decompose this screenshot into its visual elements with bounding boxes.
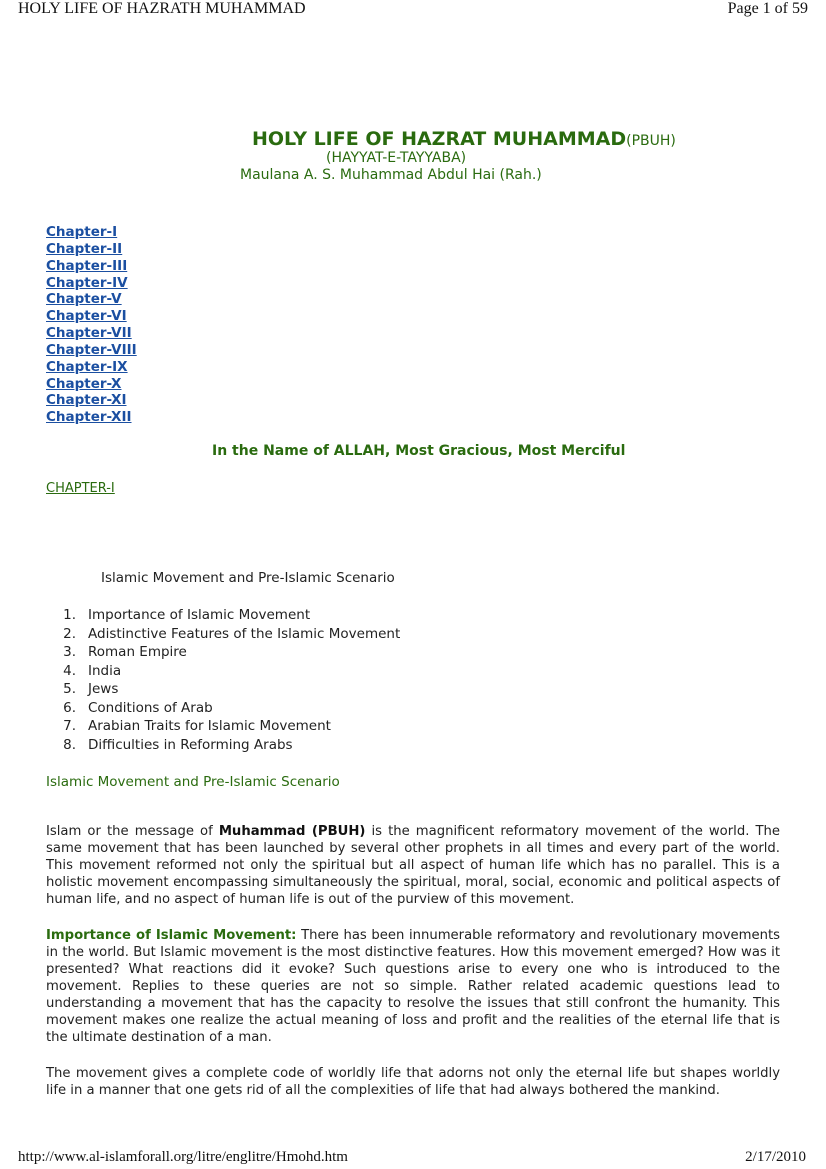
chapter-link-11[interactable]: Chapter-XI — [46, 392, 127, 409]
list-item-text: Conditions of Arab — [88, 699, 213, 716]
chapter-link-7[interactable]: Chapter-VII — [46, 325, 132, 342]
title-author: Maulana A. S. Muhammad Abdul Hai (Rah.) — [240, 167, 542, 183]
chapter-link-9[interactable]: Chapter-IX — [46, 358, 128, 375]
running-header-title: HOLY LIFE OF HAZRATH MUHAMMAD — [18, 0, 306, 17]
list-number: 2. — [63, 625, 76, 642]
section-caption: Islamic Movement and Pre-Islamic Scenario — [101, 570, 395, 586]
chapter-anchor-link[interactable]: CHAPTER-I — [46, 481, 115, 496]
list-item — [50, 644, 400, 663]
list-item-text: Difficulties in Reforming Arabs — [88, 736, 293, 753]
list-item-text: Adistinctive Features of the Islamic Movement — [88, 625, 401, 642]
chapter-link-4[interactable]: Chapter-IV — [46, 274, 128, 291]
paragraph-text: There has been innumerable reformatory and revolutionary movements in the world. But Islamic movement is the most distinctive features. How this movement emerged? How was it presented? What reactions did it evoke? Such questions arise to every one who is introduced to the movement. Replies to these queries are not so simple. Rather related academic questions lead to understanding a movement that has the capacity to resolve the issues that still confront the humanity. This movement makes one realize the actual meaning of loss and profit and the realities of the eternal life that is the ultimate destination of a man. — [46, 928, 780, 1045]
title-subtitle: (HAYYAT-E-TAYYABA) — [326, 150, 467, 166]
chapter-index — [46, 221, 137, 426]
chapter-link-12[interactable]: Chapter-XII — [46, 409, 132, 426]
list-number: 7. — [63, 718, 76, 734]
chapter-link-1[interactable]: Chapter-I — [46, 224, 118, 240]
page-title — [252, 128, 676, 150]
list-number: 6. — [63, 699, 76, 716]
list-item — [50, 681, 400, 700]
chapter-link-3[interactable]: Chapter-III — [46, 257, 128, 274]
list-item-text: Arabian Traits for Islamic Movement — [88, 718, 331, 734]
title-main: HOLY LIFE OF HAZRAT MUHAMMAD — [252, 128, 627, 150]
list-item-text: Importance of Islamic Movement — [88, 607, 311, 623]
list-item — [50, 718, 400, 737]
list-item — [50, 700, 400, 719]
list-item — [50, 737, 400, 756]
paragraph-emphasis: Muhammad (PBUH) — [218, 824, 366, 840]
section-heading: Islamic Movement and Pre-Islamic Scenario — [46, 774, 340, 790]
print-date: 2/17/2010 — [745, 1149, 806, 1165]
title-pbuh: (PBUH) — [626, 133, 676, 149]
list-number: 4. — [63, 662, 76, 679]
chapter-link-5[interactable]: Chapter-V — [46, 291, 122, 308]
list-item — [50, 607, 400, 626]
paragraph-text: is the magnificent reformatory movement of the world. The same movement that has been launched by several other prophets in all times and every part of the world. This movement reformed not only the spiritual but all aspect of human life which has no parallel. This is a holistic movement encompassing simultaneously the spiritual, moral, social, economic and political aspects of human life, and no aspect of human life is out of the purview of this movement. — [46, 824, 780, 907]
list-item-text: India — [88, 662, 122, 679]
list-number: 5. — [63, 681, 76, 697]
list-item — [50, 626, 400, 645]
list-number: 1. — [63, 607, 76, 623]
paragraph-text: Islam or the message of — [46, 824, 219, 840]
running-header — [0, 0, 826, 22]
list-number: 3. — [63, 644, 76, 660]
bismillah-heading: In the Name of ALLAH, Most Gracious, Most Merciful — [212, 443, 626, 459]
chapter-contents-list — [50, 607, 400, 755]
source-url: http://www.al-islamforall.org/litre/englitre/Hmohd.htm — [18, 1149, 348, 1165]
list-item-text: Jews — [88, 681, 119, 697]
chapter-link-10[interactable]: Chapter-X — [46, 375, 122, 392]
body-paragraph-3: The movement gives a complete code of worldly life that adorns not only the eternal life but shapes worldly life in a manner that one gets rid of all the complexities of life that had always bothered the mankind. — [46, 1066, 780, 1099]
chapter-link-6[interactable]: Chapter-VI — [46, 308, 127, 325]
list-item — [50, 663, 400, 682]
body-paragraph-2 — [46, 928, 780, 1046]
paragraph-heading: Importance of Islamic Movement: — [46, 928, 297, 944]
list-number: 8. — [63, 736, 76, 753]
list-item-text: Roman Empire — [88, 644, 187, 660]
body-paragraph-1 — [46, 824, 780, 909]
chapter-link-2[interactable]: Chapter-II — [46, 240, 123, 257]
page-number: Page 1 of 59 — [727, 0, 808, 17]
running-footer — [0, 1149, 826, 1169]
chapter-link-8[interactable]: Chapter-VIII — [46, 341, 137, 358]
